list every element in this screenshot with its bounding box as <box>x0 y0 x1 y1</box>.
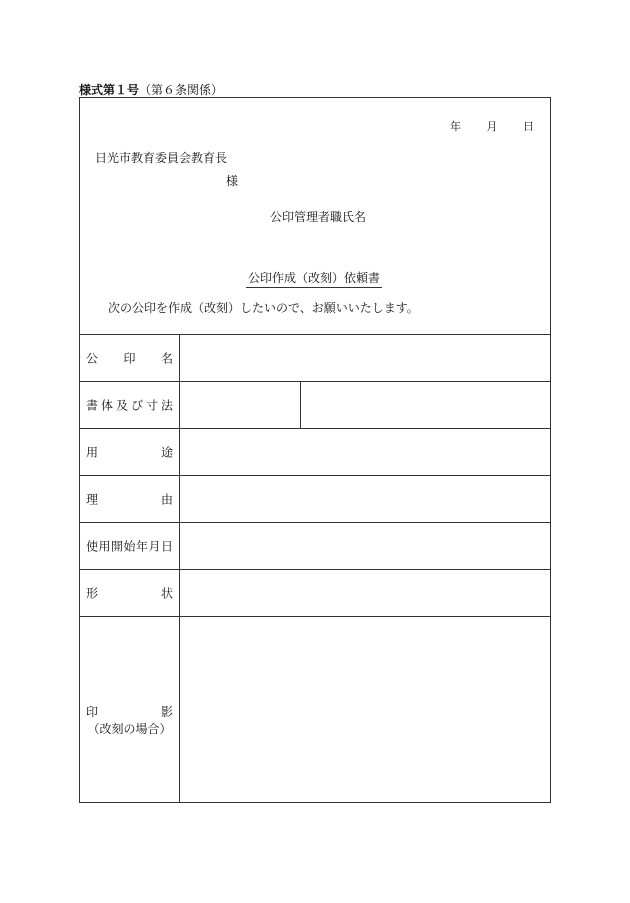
row-shape <box>80 569 550 616</box>
form-number-relation: （第６条関係） <box>139 83 224 97</box>
label-purpose: 用途 <box>86 445 173 460</box>
honorific: 様 <box>226 174 239 188</box>
row-reason <box>80 475 550 522</box>
label-seal-name: 公印名 <box>86 351 173 366</box>
seal-name-field[interactable] <box>180 335 550 381</box>
request-text: 次の公印を作成（改刻）したいので、お願いいたします。 <box>108 301 419 315</box>
addressee: 日光市教育委員会教育長 <box>95 151 228 165</box>
date-field[interactable] <box>428 118 534 134</box>
start-date-field[interactable] <box>180 523 550 569</box>
row-seal-name <box>80 334 550 381</box>
purpose-field[interactable] <box>180 429 550 475</box>
reason-field[interactable] <box>180 476 550 522</box>
label-reason: 理由 <box>86 492 173 507</box>
label-shape: 形状 <box>86 586 173 601</box>
sender-label: 公印管理者職氏名 <box>270 210 367 224</box>
form-title: 公印作成（改刻）依頼書 <box>246 269 382 288</box>
label-start-date: 使用開始年月日 <box>86 539 173 554</box>
shape-field[interactable] <box>180 570 550 616</box>
impression-field[interactable] <box>180 617 550 802</box>
row-impression <box>80 616 550 802</box>
row-font-size <box>80 381 550 428</box>
date-year: 年 <box>450 120 461 133</box>
row-start-date <box>80 522 550 569</box>
date-month: 月 <box>486 120 498 133</box>
label-font-size: 書体及び寸法 <box>86 398 173 413</box>
date-day: 日 <box>523 120 534 133</box>
form-number <box>79 81 223 98</box>
label-impression: 印影 <box>86 705 173 719</box>
request-form <box>79 97 551 803</box>
form-header <box>80 98 550 334</box>
form-number-label: 様式第１号 <box>79 83 140 97</box>
row-purpose <box>80 428 550 475</box>
label-impression-note: （改刻の場合） <box>87 722 172 736</box>
size-field[interactable] <box>301 382 550 428</box>
